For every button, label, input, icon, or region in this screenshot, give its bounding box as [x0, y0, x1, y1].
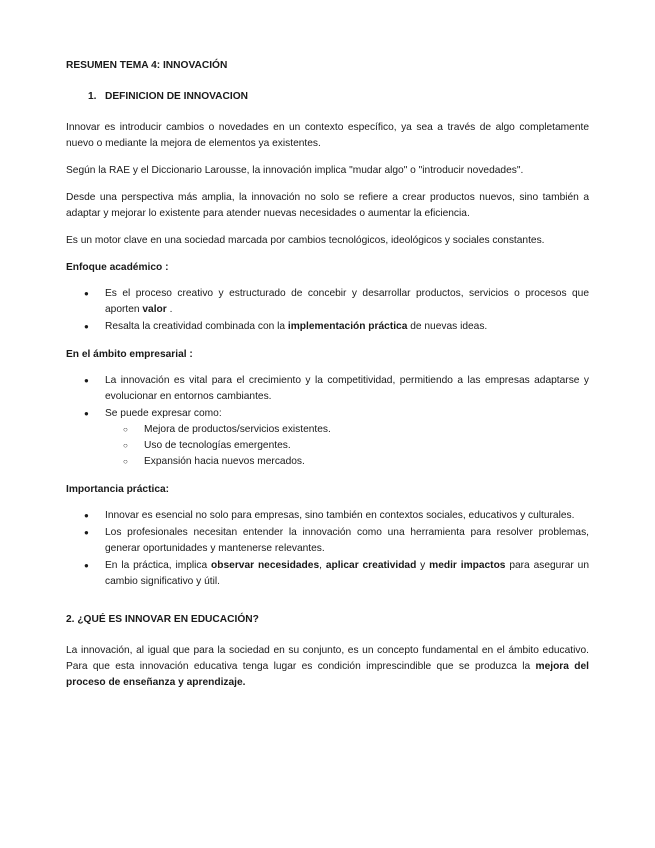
sublist-item: ○ Expansión hacia nuevos mercados.	[105, 454, 589, 470]
sublist-item: ○ Mejora de productos/servicios existentes.	[105, 422, 589, 438]
list-item: ● Se puede expresar como: ○ Mejora de productos/servicios existentes. ○ Uso de tecnologías emergentes. ○ Expansión hacia nuevos mercados.	[66, 406, 589, 470]
document-title: RESUMEN TEMA 4: INNOVACIÓN	[66, 60, 228, 71]
business-sublist	[105, 422, 589, 470]
list-item: ● La innovación es vital para el crecimiento y la competitividad, permitiendo a las empresas adaptarse y evolucionar en entornos cambiantes.	[66, 373, 589, 405]
paragraph-perspective: Desde una perspectiva más amplia, la innovación no solo se refiere a crear productos nuevos, sino también a adaptar y mejorar lo existente para atender nuevas necesidades o aumentar la eficiencia.	[66, 192, 589, 219]
business-heading: En el ámbito empresarial :	[66, 349, 193, 360]
list-item: ● Innovar es esencial no solo para empresas, sino también en contextos sociales, educativos y culturales.	[66, 508, 589, 524]
academic-heading: Enfoque académico :	[66, 262, 169, 273]
list-item: ● Los profesionales necesitan entender la innovación como una herramienta para resolver problemas, generar oportunidades y mantenerse relevantes.	[66, 525, 589, 557]
section-1-number: 1.	[88, 91, 97, 102]
list-item: ● En la práctica, implica observar necesidades, aplicar creatividad y medir impactos para asegurar un cambio significativo y útil.	[66, 558, 589, 590]
academic-list	[66, 286, 589, 335]
sublist-item: ○ Uso de tecnologías emergentes.	[105, 438, 589, 454]
list-item: ● Resalta la creatividad combinada con la implementación práctica de nuevas ideas.	[66, 319, 589, 335]
practical-list	[66, 508, 589, 590]
list-item: ● Es el proceso creativo y estructurado de concebir y desarrollar productos, servicios o procesos que aporten valor .	[66, 286, 589, 318]
paragraph-definition: Innovar es introducir cambios o novedades en un contexto específico, ya sea a través de algo completamente nuevo o mediante la mejora de elementos ya existentes.	[66, 122, 589, 149]
paragraph-education: La innovación, al igual que para la sociedad en su conjunto, es un concepto fundamental en el ámbito educativo. Para que esta innovación educativa tenga lugar es condición imprescindible que se produzca la mejora del proceso de enseñanza y aprendizaje.	[66, 645, 589, 688]
business-list	[66, 373, 589, 470]
paragraph-rae: Según la RAE y el Diccionario Larousse, la innovación implica "mudar algo" o "introducir novedades".	[66, 165, 524, 176]
section-1-heading	[66, 89, 589, 105]
practical-heading: Importancia práctica:	[66, 484, 170, 495]
section-2-heading: 2. ¿QUÉ ES INNOVAR EN EDUCACIÓN?	[66, 614, 259, 625]
paragraph-motor: Es un motor clave en una sociedad marcada por cambios tecnológicos, ideológicos y sociales constantes.	[66, 235, 545, 246]
section-1-heading-text: DEFINICION DE INNOVACION	[105, 91, 249, 102]
